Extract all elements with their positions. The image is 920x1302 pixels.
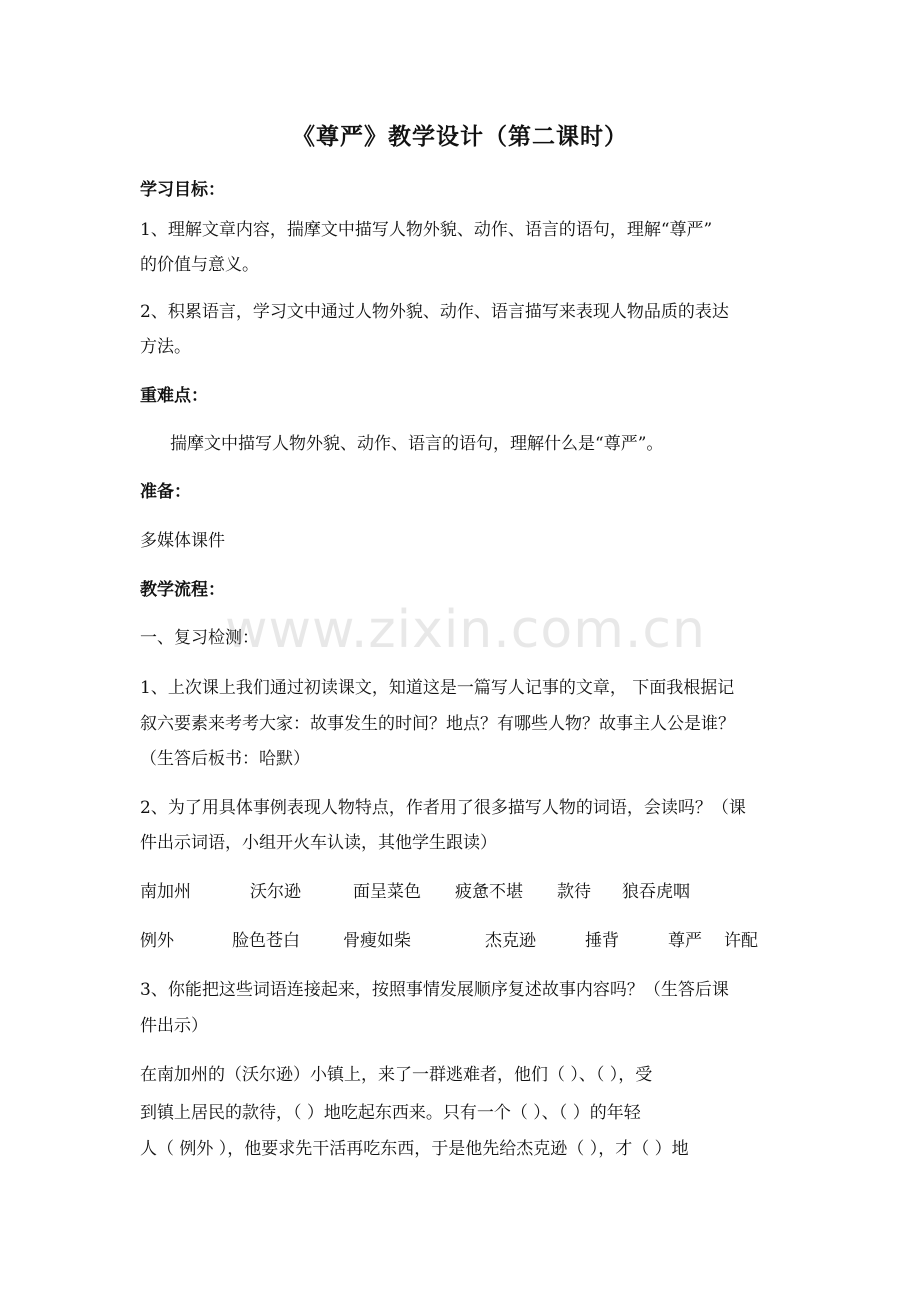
vocabulary-word: 例外 bbox=[140, 931, 174, 951]
watermark: www.zixin.com.cn bbox=[225, 600, 706, 660]
objective-2-line-2: 方法。 bbox=[140, 337, 191, 357]
section-1-heading: 一、复习检测： bbox=[140, 628, 259, 648]
vocabulary-word: 南加州 bbox=[140, 882, 191, 902]
key-points-text: 揣摩文中描写人物外貌、动作、语言的语句，理解什么是“尊严”。 bbox=[170, 434, 664, 454]
paragraph-2-line-2: 件出示词语，小组开火车认读，其他学生跟读） bbox=[140, 833, 497, 853]
paragraph-3-line-2: 件出示） bbox=[140, 1016, 208, 1036]
objectives-heading: 学习目标： bbox=[140, 180, 225, 200]
objective-2-line-1: 2、积累语言，学习文中通过人物外貌、动作、语言描写来表现人物品质的表达 bbox=[140, 302, 729, 322]
paragraph-4-line-1: 在南加州的（沃尔逊）小镇上，来了一群逃难者，他们（ ）、（ ），受 bbox=[140, 1065, 653, 1085]
vocabulary-word: 狼吞虎咽 bbox=[622, 882, 690, 902]
vocabulary-word: 疲惫不堪 bbox=[455, 882, 523, 902]
vocabulary-word: 沃尔逊 bbox=[250, 882, 301, 902]
vocabulary-word: 款待 bbox=[557, 882, 591, 902]
paragraph-4-line-2: 到镇上居民的款待，（ ）地吃起东西来。只有一个（ ）、（ ）的年轻 bbox=[140, 1103, 641, 1123]
key-points-heading: 重难点： bbox=[140, 386, 208, 406]
paragraph-1-line-3: （生答后板书：哈默） bbox=[140, 749, 310, 769]
paragraph-1-line-2: 叙六要素来考考大家：故事发生的时间？地点？有哪些人物？故事主人公是谁？ bbox=[140, 714, 735, 734]
vocabulary-word: 尊严 bbox=[668, 931, 702, 951]
vocabulary-word: 脸色苍白 bbox=[232, 931, 300, 951]
process-heading: 教学流程： bbox=[140, 580, 225, 600]
paragraph-1-line-1: 1、上次课上我们通过初读课文，知道这是一篇写人记事的文章， 下面我根据记 bbox=[140, 678, 735, 698]
paragraph-2-line-1: 2、为了用具体事例表现人物特点，作者用了很多描写人物的词语，会读吗？（课 bbox=[140, 798, 746, 818]
paragraph-4-line-3: 人（ 例外 ），他要求先干活再吃东西，于是他先给杰克逊（ ），才（ ）地 bbox=[140, 1139, 689, 1159]
vocabulary-word: 许配 bbox=[724, 931, 758, 951]
document-title: 《尊严》教学设计（第二课时） bbox=[292, 124, 628, 150]
objective-1-line-1: 1、理解文章内容，揣摩文中描写人物外貌、动作、语言的语句，理解“尊严” bbox=[140, 220, 713, 240]
vocabulary-word: 杰克逊 bbox=[485, 931, 536, 951]
paragraph-3-line-1: 3、你能把这些词语连接起来，按照事情发展顺序复述故事内容吗？（生答后课 bbox=[140, 980, 729, 1000]
vocabulary-word: 面呈菜色 bbox=[353, 882, 421, 902]
vocabulary-word: 捶背 bbox=[585, 931, 619, 951]
preparation-heading: 准备： bbox=[140, 482, 191, 502]
objective-1-line-2: 的价值与意义。 bbox=[140, 255, 259, 275]
preparation-text: 多媒体课件 bbox=[140, 531, 225, 551]
vocabulary-word: 骨瘦如柴 bbox=[343, 931, 411, 951]
